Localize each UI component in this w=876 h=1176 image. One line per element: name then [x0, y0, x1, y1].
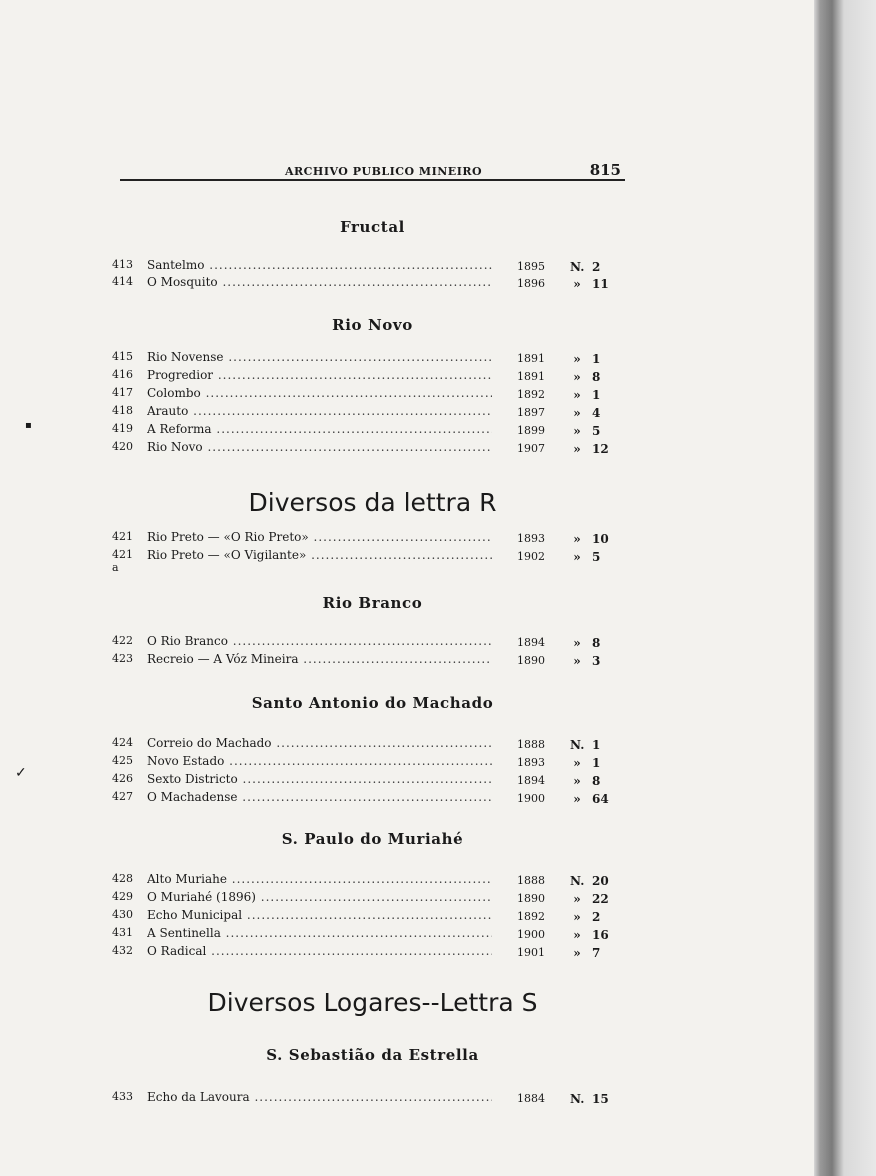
section-heading: Santo Antonio do Machado — [251, 694, 494, 712]
entry-mark: » — [573, 774, 581, 788]
entry-mark: N. — [570, 738, 585, 752]
list-item — [112, 772, 617, 790]
entry-mark: » — [573, 756, 581, 770]
entry-count: 1 — [592, 738, 601, 752]
entry-number: 432 — [112, 944, 133, 957]
scan-speck: ▪ — [25, 420, 32, 431]
entry-title: Correio do Machado ..... — [147, 736, 492, 750]
entry-number: 422 — [112, 634, 133, 647]
entry-number: 424 — [112, 736, 133, 749]
entry-mark: » — [573, 406, 581, 420]
entry-year: 1897 — [517, 406, 545, 419]
section-heading: Diversos da lettra R — [248, 488, 497, 517]
entry-count: 11 — [592, 277, 609, 291]
entry-title: O Muriahé (1896) ..... — [147, 890, 492, 904]
entry-number: 433 — [112, 1090, 133, 1103]
list-item — [112, 258, 617, 276]
page-edge-shadow — [814, 0, 876, 1176]
entry-title: Recreio — A Vóz Mineira ..... — [147, 652, 492, 666]
list-item — [112, 440, 617, 458]
entry-year: 1901 — [517, 946, 545, 959]
entry-year: 1896 — [517, 277, 545, 290]
entry-mark: N. — [570, 874, 585, 888]
entry-number: 415 — [112, 350, 133, 363]
section-heading: S. Sebastião da Estrella — [266, 1046, 479, 1064]
section-heading: Fructal — [340, 218, 405, 236]
entry-title: Sexto Districto ..... — [147, 772, 492, 786]
list-item — [112, 530, 617, 548]
entry-count: 8 — [592, 774, 601, 788]
entry-count: 7 — [592, 946, 601, 960]
list-item — [112, 404, 617, 422]
list-item — [112, 634, 617, 652]
entry-mark: » — [573, 928, 581, 942]
entry-number: 421 a — [112, 548, 133, 574]
entry-number: 427 — [112, 790, 133, 803]
entry-count: 5 — [592, 550, 601, 564]
entry-year: 1890 — [517, 892, 545, 905]
entry-number: 421 — [112, 530, 133, 543]
entry-number: 413 — [112, 258, 133, 271]
entry-mark: » — [573, 352, 581, 366]
list-item — [112, 422, 617, 440]
entry-number: 429 — [112, 890, 133, 903]
entry-number: 430 — [112, 908, 133, 921]
entry-mark: » — [573, 370, 581, 384]
entry-year: 1900 — [517, 792, 545, 805]
entry-title: Rio Novense ..... — [147, 350, 492, 364]
entry-title: Santelmo ..... — [147, 258, 492, 272]
entry-count: 20 — [592, 874, 609, 888]
entry-count: 8 — [592, 636, 601, 650]
entry-number: 420 — [112, 440, 133, 453]
entry-count: 5 — [592, 424, 601, 438]
entry-year: 1900 — [517, 928, 545, 941]
entry-number: 431 — [112, 926, 133, 939]
entry-number: 418 — [112, 404, 133, 417]
list-item — [112, 890, 617, 908]
entry-title: O Mosquito ..... — [147, 275, 492, 289]
section-heading: Diversos Logares--Lettra S — [207, 988, 538, 1017]
section-heading: S. Paulo do Muriahé — [281, 830, 464, 848]
entry-number: 419 — [112, 422, 133, 435]
entry-mark: » — [573, 946, 581, 960]
list-item — [112, 368, 617, 386]
entry-count: 10 — [592, 532, 609, 546]
entry-year: 1902 — [517, 550, 545, 563]
entry-title: Progredior ..... — [147, 368, 492, 382]
entry-mark: » — [573, 532, 581, 546]
entry-title: O Radical ..... — [147, 944, 492, 958]
entry-mark: » — [573, 654, 581, 668]
entry-number: 426 — [112, 772, 133, 785]
entry-year: 1894 — [517, 636, 545, 649]
entry-year: 1888 — [517, 738, 545, 751]
entry-mark: » — [573, 636, 581, 650]
entry-mark: » — [573, 442, 581, 456]
entry-mark: » — [573, 550, 581, 564]
entry-mark: » — [573, 910, 581, 924]
entry-year: 1892 — [517, 910, 545, 923]
entry-count: 4 — [592, 406, 601, 420]
entry-mark: » — [573, 388, 581, 402]
list-item — [112, 548, 617, 574]
entry-title: A Sentinella ..... — [147, 926, 492, 940]
entry-title: Arauto ..... — [147, 404, 492, 418]
running-title: ARCHIVO PUBLICO MINEIRO — [285, 165, 483, 178]
entry-title: A Reforma ..... — [147, 422, 492, 436]
entry-count: 3 — [592, 654, 601, 668]
entry-year: 1884 — [517, 1092, 545, 1105]
entry-year: 1907 — [517, 442, 545, 455]
list-item — [112, 652, 617, 670]
entry-mark: N. — [570, 260, 585, 274]
entry-title: Rio Preto — «O Rio Preto» ..... — [147, 530, 492, 544]
entry-title: O Machadense ..... — [147, 790, 492, 804]
entry-title: O Rio Branco ..... — [147, 634, 492, 648]
entry-title: Rio Novo ..... — [147, 440, 492, 454]
list-item — [112, 754, 617, 772]
entry-count: 22 — [592, 892, 609, 906]
entry-year: 1890 — [517, 654, 545, 667]
list-item — [112, 926, 617, 944]
list-item — [112, 350, 617, 368]
entry-title: Colombo ..... — [147, 386, 492, 400]
list-item — [112, 275, 617, 293]
entry-count: 2 — [592, 260, 601, 274]
section-heading: Rio Novo — [332, 316, 413, 334]
entry-count: 64 — [592, 792, 609, 806]
entry-count: 12 — [592, 442, 609, 456]
list-item — [112, 790, 617, 808]
entry-year: 1891 — [517, 352, 545, 365]
list-item — [112, 944, 617, 962]
page-number: 815 — [589, 161, 621, 179]
entry-mark: » — [573, 892, 581, 906]
entry-title: Alto Muriahe ..... — [147, 872, 492, 886]
entry-number: 425 — [112, 754, 133, 767]
entry-year: 1893 — [517, 756, 545, 769]
entry-count: 16 — [592, 928, 609, 942]
entry-number: 417 — [112, 386, 133, 399]
entry-year: 1891 — [517, 370, 545, 383]
running-header — [120, 161, 625, 181]
entry-mark: » — [573, 277, 581, 291]
list-item — [112, 386, 617, 404]
list-item — [112, 736, 617, 754]
entry-mark: N. — [570, 1092, 585, 1106]
scan-speck: ✓ — [15, 765, 27, 781]
entry-count: 15 — [592, 1092, 609, 1106]
entry-number: 428 — [112, 872, 133, 885]
entry-year: 1892 — [517, 388, 545, 401]
entry-year: 1899 — [517, 424, 545, 437]
section-heading: Rio Branco — [322, 594, 423, 612]
entry-title: Echo Municipal ..... — [147, 908, 492, 922]
entry-number: 416 — [112, 368, 133, 381]
entry-count: 1 — [592, 352, 601, 366]
entry-count: 8 — [592, 370, 601, 384]
list-item — [112, 872, 617, 890]
entry-title: Rio Preto — «O Vigilante» ..... — [147, 548, 492, 562]
entry-title: Echo da Lavoura ..... — [147, 1090, 492, 1104]
list-item — [112, 908, 617, 926]
entry-number: 414 — [112, 275, 133, 288]
entry-number: 423 — [112, 652, 133, 665]
list-item — [112, 1090, 617, 1108]
entry-count: 1 — [592, 388, 601, 402]
entry-mark: » — [573, 792, 581, 806]
entry-count: 2 — [592, 910, 601, 924]
entry-year: 1895 — [517, 260, 545, 273]
entry-mark: » — [573, 424, 581, 438]
entry-year: 1888 — [517, 874, 545, 887]
entry-count: 1 — [592, 756, 601, 770]
entry-year: 1894 — [517, 774, 545, 787]
entry-title: Novo Estado ..... — [147, 754, 492, 768]
entry-year: 1893 — [517, 532, 545, 545]
